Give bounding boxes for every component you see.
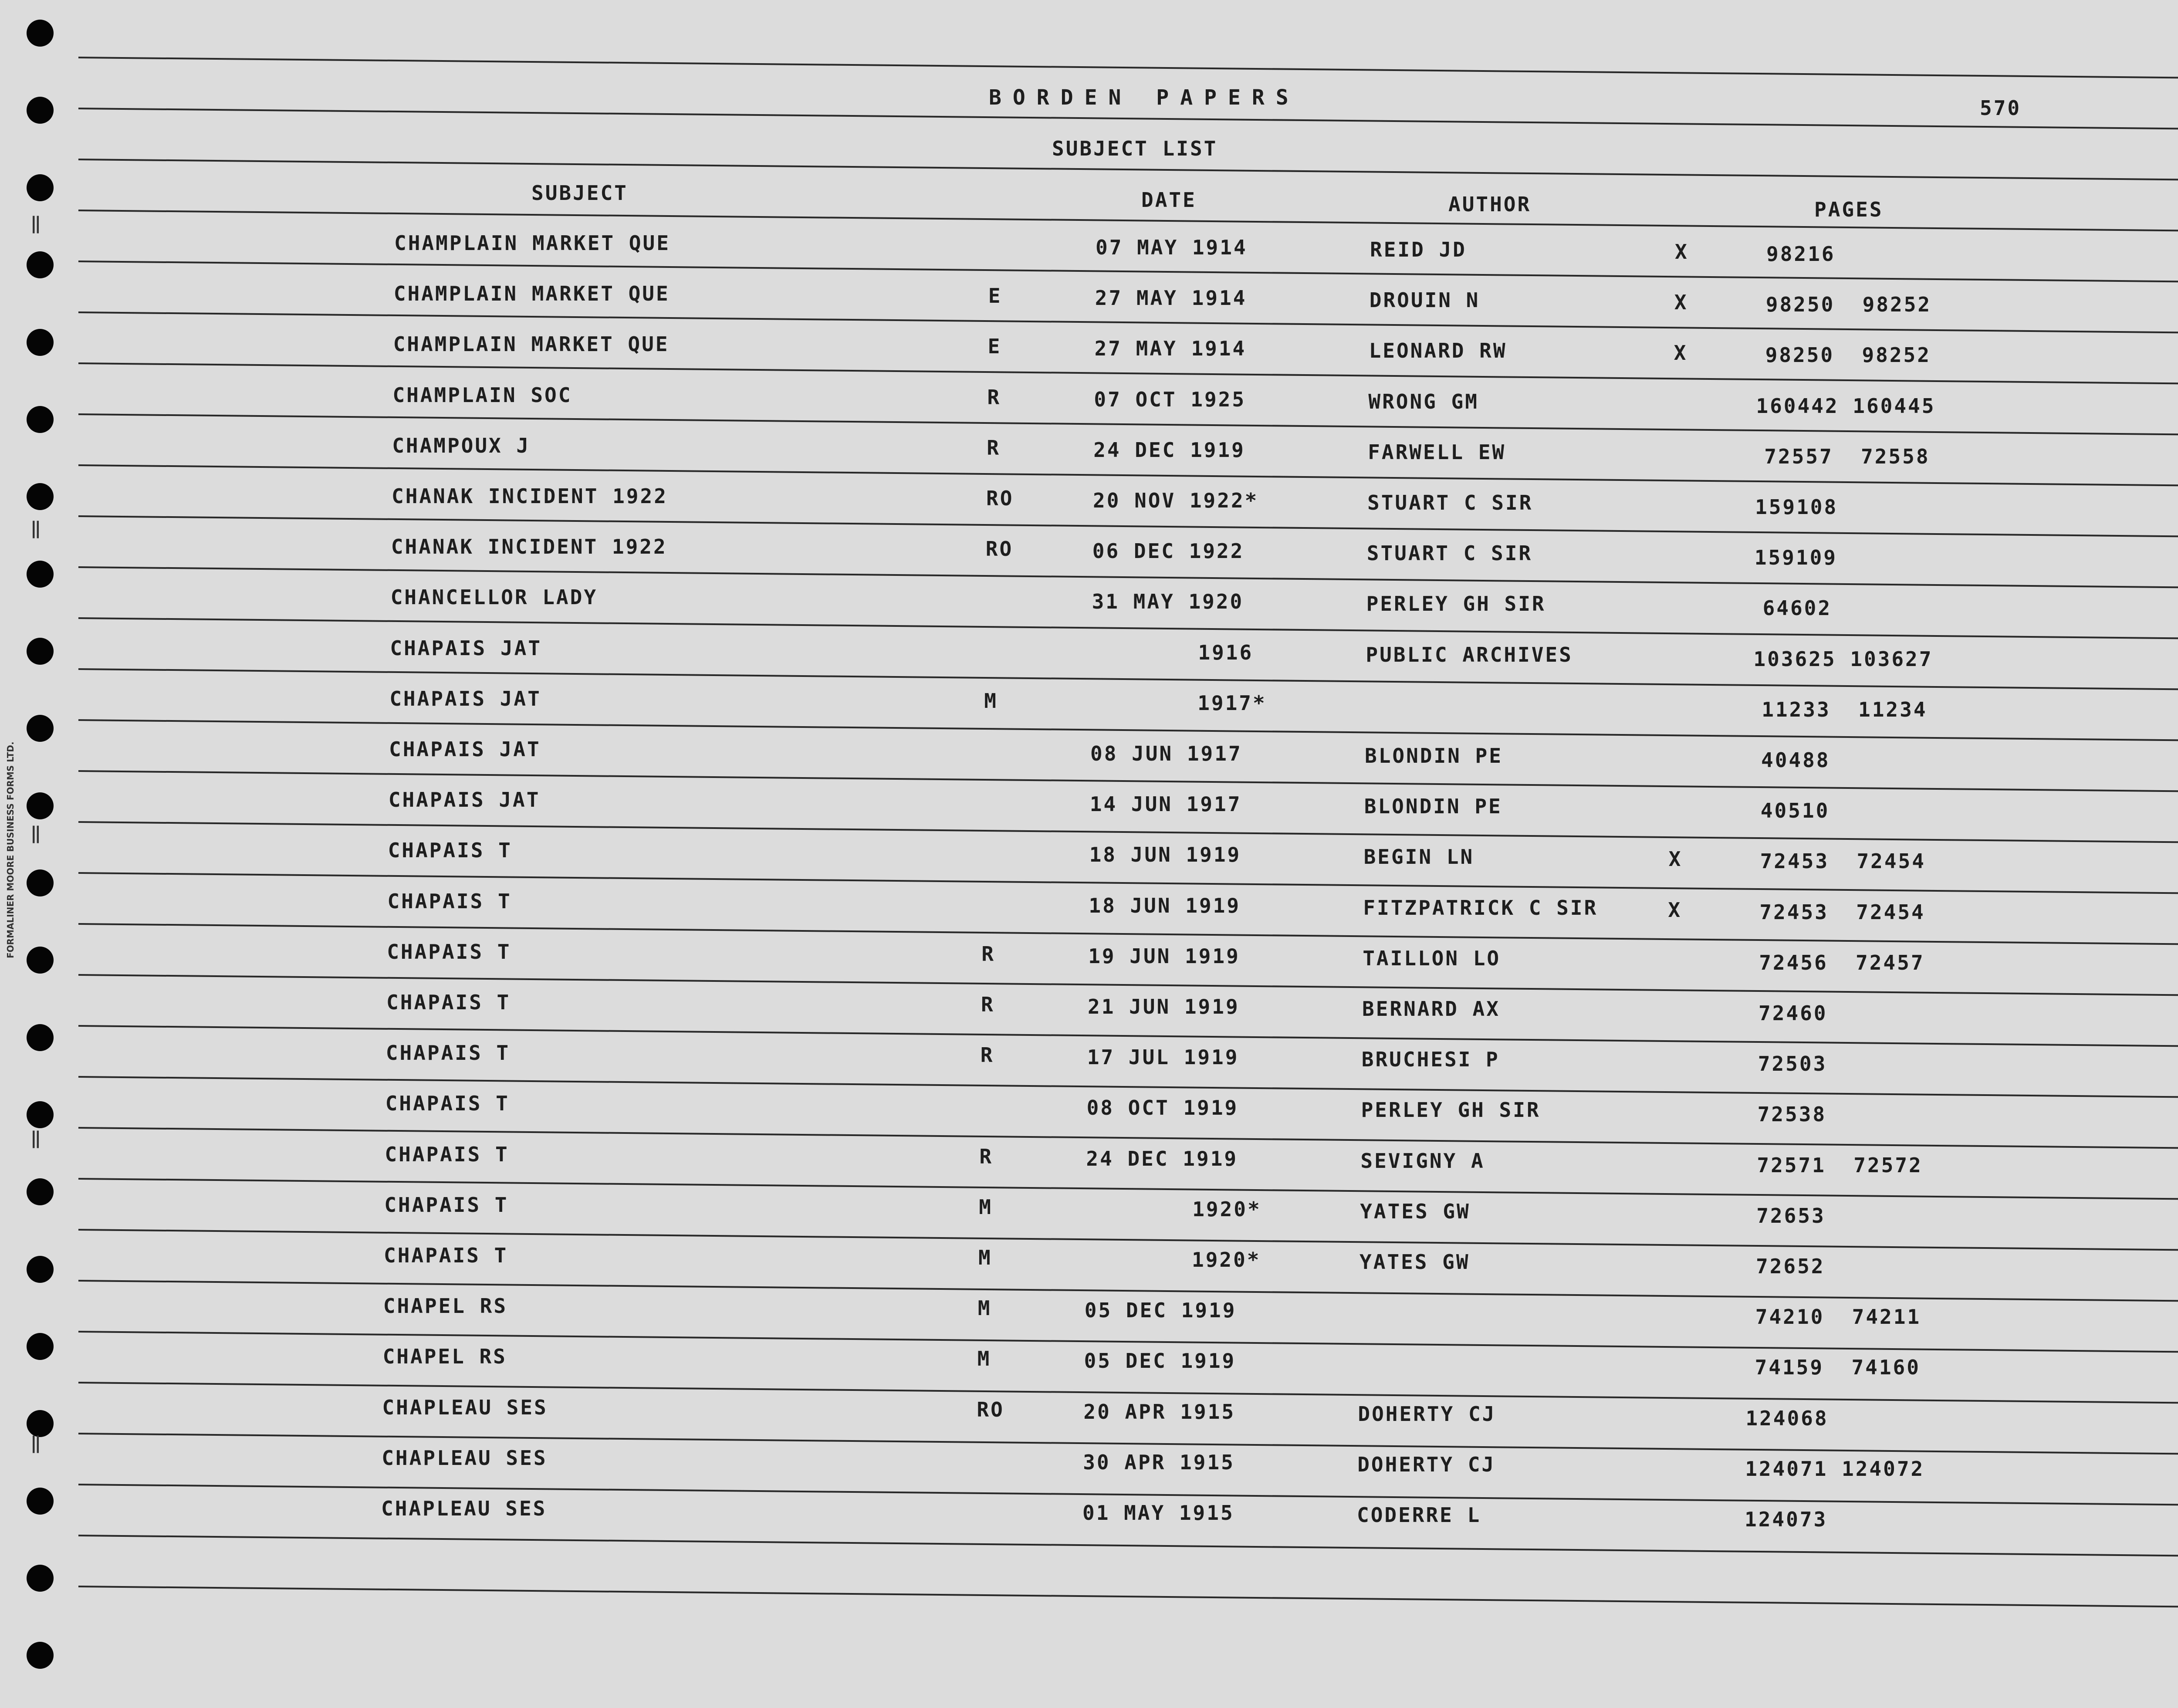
tractor-hole (27, 1333, 54, 1360)
pages-cell: 124073 (1745, 1508, 1828, 1531)
author-cell: DOHERTY CJ (1357, 1452, 1496, 1476)
code-cell: R (980, 1043, 994, 1067)
date-cell: 30 APR 1915 (1083, 1450, 1235, 1474)
author-cell: YATES GW (1360, 1199, 1471, 1223)
pages-cell: 160442 160445 (1756, 394, 1936, 418)
subject-cell: CHAPAIS JAT (390, 636, 542, 660)
flag-cell: X (1674, 341, 1688, 365)
author-cell: DOHERTY CJ (1358, 1402, 1496, 1426)
date-cell: 18 JUN 1919 (1089, 843, 1241, 867)
subject-cell: CHAMPLAIN SOC (392, 383, 572, 407)
pages-cell: 40510 (1760, 799, 1830, 823)
tractor-hole (27, 1565, 54, 1592)
pages-cell: 72538 (1757, 1103, 1827, 1126)
code-cell: M (984, 689, 998, 713)
tractor-hole (27, 1101, 54, 1128)
author-cell: BLONDIN PE (1364, 795, 1502, 818)
subject-cell: CHAPAIS T (388, 839, 512, 862)
tractor-hole (27, 483, 54, 510)
date-cell: 08 OCT 1919 (1086, 1096, 1239, 1120)
pages-cell: 124068 (1745, 1406, 1829, 1430)
pages-cell: 103625 103627 (1753, 647, 1933, 671)
author-cell: BRUCHESI P (1361, 1048, 1500, 1072)
author-cell: REID JD (1370, 238, 1467, 261)
pages-cell: 72503 (1758, 1052, 1827, 1076)
tractor-hole (27, 638, 54, 665)
author-cell: BERNARD AX (1362, 997, 1500, 1021)
ruled-line (78, 159, 2178, 181)
author-cell: YATES GW (1360, 1250, 1470, 1274)
header-pages: PAGES (1814, 198, 1884, 221)
code-cell: RO (977, 1397, 1004, 1421)
flag-cell: X (1675, 240, 1689, 264)
date-cell: 27 MAY 1914 (1094, 337, 1247, 361)
ruled-line (78, 57, 2178, 79)
subject-cell: CHAMPLAIN MARKET QUE (393, 282, 670, 306)
code-cell: R (987, 385, 1001, 409)
subject-cell: CHAPAIS T (385, 1142, 509, 1166)
tractor-hole (27, 792, 54, 819)
tractor-hole (27, 1488, 54, 1515)
author-cell: STUART C SIR (1366, 541, 1533, 565)
header-subject: SUBJECT (531, 181, 628, 205)
tractor-hole (27, 715, 54, 742)
flag-cell: X (1668, 847, 1683, 871)
document-title: BORDEN PAPERS (989, 85, 1300, 110)
date-cell: 07 OCT 1925 (1094, 387, 1246, 411)
code-cell: R (981, 993, 995, 1016)
ruled-line (78, 108, 2178, 130)
tractor-hole (27, 561, 54, 588)
subject-cell: CHAPAIS T (387, 940, 511, 964)
pages-cell: 64602 (1762, 596, 1832, 620)
author-cell: FITZPATRICK C SIR (1363, 896, 1598, 920)
subject-cell: CHANAK INCIDENT 1922 (392, 484, 668, 508)
subject-cell: CHAPLEAU SES (382, 1446, 548, 1470)
subject-cell: CHAMPLAIN MARKET QUE (393, 332, 670, 356)
subject-cell: CHAPLEAU SES (382, 1395, 548, 1419)
tractor-hole (27, 1178, 54, 1205)
pages-cell: 98250 98252 (1765, 343, 1931, 367)
author-cell: PUBLIC ARCHIVES (1366, 643, 1573, 666)
pages-cell: 72456 72457 (1759, 950, 1925, 974)
tractor-hole (27, 20, 54, 47)
subject-cell: CHANAK INCIDENT 1922 (391, 535, 667, 559)
margin-mark: ‖ (30, 1128, 42, 1148)
subject-cell: CHAPAIS T (386, 991, 511, 1014)
subject-cell: CHAPAIS T (386, 1041, 511, 1065)
form-manufacturer-label: FORMALINER MOORE BUSINESS FORMS LTD. (5, 741, 16, 958)
margin-mark: ‖ (30, 518, 42, 538)
code-cell: E (988, 284, 1002, 308)
date-cell: 1916 (1198, 640, 1254, 664)
author-cell: FARWELL EW (1368, 440, 1506, 464)
pages-cell: 11233 11234 (1762, 697, 1928, 721)
author-cell: STUART C SIR (1367, 491, 1533, 514)
author-cell: BLONDIN PE (1365, 744, 1503, 768)
margin-mark: ‖ (30, 823, 42, 843)
date-cell: 31 MAY 1920 (1092, 590, 1244, 614)
date-cell: 14 JUN 1917 (1089, 792, 1242, 816)
tractor-hole (27, 947, 54, 974)
date-cell: 19 JUN 1919 (1088, 944, 1240, 968)
pages-cell: 124071 124072 (1745, 1457, 1925, 1481)
pages-cell: 72453 72454 (1760, 849, 1926, 873)
date-cell: 27 MAY 1914 (1095, 286, 1247, 310)
pages-cell: 72557 72558 (1764, 444, 1930, 468)
pages-cell: 72453 72454 (1759, 900, 1925, 924)
date-cell: 08 JUN 1917 (1090, 742, 1242, 765)
subject-cell: CHAPAIS T (384, 1193, 509, 1217)
pages-cell: 74210 74211 (1755, 1305, 1921, 1329)
date-cell: 24 DEC 1919 (1093, 438, 1245, 462)
date-cell: 20 NOV 1922* (1093, 489, 1259, 512)
header-date: DATE (1141, 188, 1197, 212)
code-cell: R (979, 1144, 994, 1168)
ruled-line (78, 1586, 2178, 1608)
author-cell: CODERRE L (1357, 1503, 1481, 1527)
page-number: 570 (1980, 96, 2022, 120)
tractor-hole (27, 97, 54, 124)
date-cell: 24 DEC 1919 (1086, 1147, 1238, 1170)
pages-cell: 72653 (1756, 1204, 1826, 1228)
code-cell: M (978, 1246, 992, 1269)
margin-mark: ‖ (30, 213, 42, 233)
subject-cell: CHAPAIS T (384, 1244, 508, 1267)
pages-cell: 72652 (1756, 1255, 1825, 1278)
ruled-line (78, 260, 2178, 283)
date-cell: 1920* (1192, 1197, 1261, 1221)
author-cell: DROUIN N (1369, 288, 1480, 312)
pages-cell: 40488 (1761, 748, 1830, 772)
code-cell: RO (985, 537, 1014, 561)
tractor-hole (27, 406, 54, 433)
subject-cell: CHANCELLOR LADY (390, 585, 598, 609)
code-cell: M (979, 1195, 993, 1219)
author-cell: WRONG GM (1368, 389, 1479, 413)
pages-cell: 159109 (1754, 546, 1837, 570)
date-cell: 01 MAY 1915 (1082, 1501, 1234, 1525)
subject-cell: CHAPAIS T (387, 889, 512, 913)
date-cell: 06 DEC 1922 (1092, 539, 1245, 563)
date-cell: 20 APR 1915 (1083, 1400, 1236, 1424)
subject-cell: CHAPEL RS (383, 1294, 508, 1318)
subject-cell: CHAPAIS JAT (389, 687, 541, 710)
code-cell: M (977, 1347, 991, 1371)
date-cell: 05 DEC 1919 (1084, 1349, 1236, 1373)
margin-mark: ‖ (30, 1433, 42, 1453)
pages-cell: 72571 72572 (1757, 1153, 1923, 1177)
tractor-hole (27, 1642, 54, 1669)
subject-cell: CHAPAIS T (385, 1092, 510, 1116)
subject-list-heading: SUBJECT LIST (1052, 137, 1218, 160)
code-cell: E (988, 335, 1002, 359)
author-cell: TAILLON LO (1363, 946, 1501, 970)
subject-cell: CHAMPOUX J (392, 433, 531, 457)
tractor-hole (27, 251, 54, 278)
author-cell: BEGIN LN (1363, 845, 1475, 869)
author-cell: PERLEY GH SIR (1366, 592, 1546, 616)
tractor-hole (27, 1256, 54, 1283)
subject-cell: CHAPLEAU SES (381, 1497, 547, 1520)
code-cell: R (981, 942, 995, 966)
author-cell: LEONARD RW (1369, 339, 1507, 363)
ruled-line (78, 515, 2178, 538)
pages-cell: 159108 (1755, 495, 1838, 519)
date-cell: 05 DEC 1919 (1084, 1299, 1237, 1322)
pages-cell: 74159 74160 (1755, 1356, 1921, 1380)
subject-cell: CHAMPLAIN MARKET QUE (394, 231, 670, 255)
date-cell: 1917* (1197, 691, 1267, 715)
subject-cell: CHAPAIS JAT (388, 788, 541, 812)
date-cell: 07 MAY 1914 (1096, 236, 1248, 259)
flag-cell: X (1668, 898, 1682, 922)
subject-cell: CHAPEL RS (382, 1345, 507, 1369)
tractor-hole (27, 329, 54, 356)
author-cell: SEVIGNY A (1360, 1149, 1485, 1173)
tractor-hole (27, 174, 54, 201)
pages-cell: 72460 (1759, 1001, 1828, 1025)
date-cell: 21 JUN 1919 (1088, 995, 1240, 1018)
tractor-hole (27, 869, 54, 896)
header-author: AUTHOR (1448, 193, 1532, 216)
code-cell: R (987, 436, 1001, 460)
date-cell: 1920* (1192, 1248, 1261, 1272)
code-cell: RO (986, 487, 1014, 510)
ruled-line (78, 1535, 2178, 1557)
pages-cell: 98250 98252 (1765, 293, 1932, 317)
date-cell: 17 JUL 1919 (1087, 1045, 1239, 1069)
tractor-hole (27, 1024, 54, 1051)
subject-cell: CHAPAIS JAT (389, 737, 541, 761)
pages-cell: 98216 (1766, 242, 1836, 266)
flag-cell: X (1674, 291, 1688, 315)
date-cell: 18 JUN 1919 (1089, 893, 1241, 917)
author-cell: PERLEY GH SIR (1361, 1098, 1541, 1122)
code-cell: M (977, 1296, 992, 1320)
